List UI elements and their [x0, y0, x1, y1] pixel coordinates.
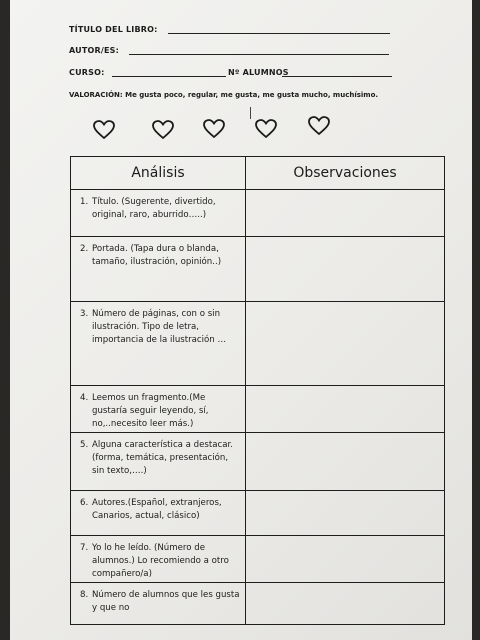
- analysis-cell: [71, 302, 246, 386]
- titulo-line: [168, 33, 390, 34]
- table-row: [71, 491, 445, 536]
- observation-cell[interactable]: [246, 583, 445, 625]
- row-number: 3.: [80, 309, 89, 319]
- table-row: [71, 302, 445, 386]
- row-text: Autores.(Español, extranjeros, Canarios, actual, clásico): [92, 498, 222, 521]
- observation-cell[interactable]: [246, 302, 445, 386]
- valoracion-label: VALORACIÓN:: [69, 91, 123, 99]
- autor-line: [129, 54, 389, 55]
- analysis-cell: [71, 433, 246, 491]
- analisis-header: Análisis: [71, 157, 246, 190]
- observation-cell[interactable]: [246, 237, 445, 302]
- curso-line: [112, 76, 226, 77]
- row-number: 6.: [80, 498, 89, 508]
- heart-icon: [152, 120, 174, 140]
- analysis-cell: [71, 491, 246, 536]
- row-text: Portada. (Tapa dura o blanda, tamaño, ilustración, opinión..): [92, 244, 222, 267]
- valoracion-line: [69, 91, 378, 99]
- worksheet-page: [10, 0, 472, 640]
- row-text: Título. (Sugerente, divertido, original, raro, aburrido…..): [92, 197, 216, 220]
- observation-cell[interactable]: [246, 190, 445, 237]
- heart-icon: [93, 120, 115, 140]
- row-text: Alguna característica a destacar. (forma, temática, presentación, sin texto,….): [92, 440, 233, 476]
- alumnos-label: Nº ALUMNOS: [228, 68, 289, 77]
- row-number: 5.: [80, 440, 89, 450]
- titulo-label: TÍTULO DEL LIBRO:: [69, 25, 158, 34]
- row-number: 7.: [80, 543, 89, 553]
- table-row: [71, 190, 445, 237]
- observation-cell[interactable]: [246, 433, 445, 491]
- autor-label: AUTOR/ES:: [69, 46, 120, 55]
- analysis-cell: [71, 386, 246, 433]
- table-header-row: [71, 157, 445, 190]
- observation-cell[interactable]: [246, 536, 445, 583]
- analysis-cell: [71, 237, 246, 302]
- observation-cell[interactable]: [246, 386, 445, 433]
- row-number: 8.: [80, 590, 89, 600]
- row-number: 4.: [80, 393, 89, 403]
- pencil-mark: [250, 107, 251, 119]
- table-row: [71, 386, 445, 433]
- analysis-table: [70, 156, 445, 625]
- heart-icon: [203, 119, 225, 139]
- valoracion-scale: Me gusta poco, regular, me gusta, me gusta mucho, muchísimo.: [125, 91, 379, 99]
- analysis-cell: [71, 190, 246, 237]
- heart-icon: [255, 119, 277, 139]
- table-row: [71, 237, 445, 302]
- curso-label: CURSO:: [69, 68, 105, 77]
- alumnos-line: [282, 76, 392, 77]
- table-row: [71, 536, 445, 583]
- table-row: [71, 583, 445, 625]
- analysis-cell: [71, 536, 246, 583]
- table-row: [71, 433, 445, 491]
- analysis-cell: [71, 583, 246, 625]
- heart-icon: [308, 116, 330, 136]
- row-number: 2.: [80, 244, 89, 254]
- row-text: Leemos un fragmento.(Me gustaría seguir leyendo, sí, no,..necesito leer más.): [92, 393, 209, 429]
- observation-cell[interactable]: [246, 491, 445, 536]
- row-number: 1.: [80, 197, 89, 207]
- row-text: Número de alumnos que les gusta y que no: [92, 590, 240, 613]
- observaciones-header: Observaciones: [246, 157, 445, 190]
- row-text: Yo lo he leído. (Número de alumnos.) Lo recomiendo a otro compañero/a): [92, 543, 229, 579]
- row-text: Número de páginas, con o sin ilustración. Tipo de letra, importancia de la ilustración …: [92, 309, 227, 345]
